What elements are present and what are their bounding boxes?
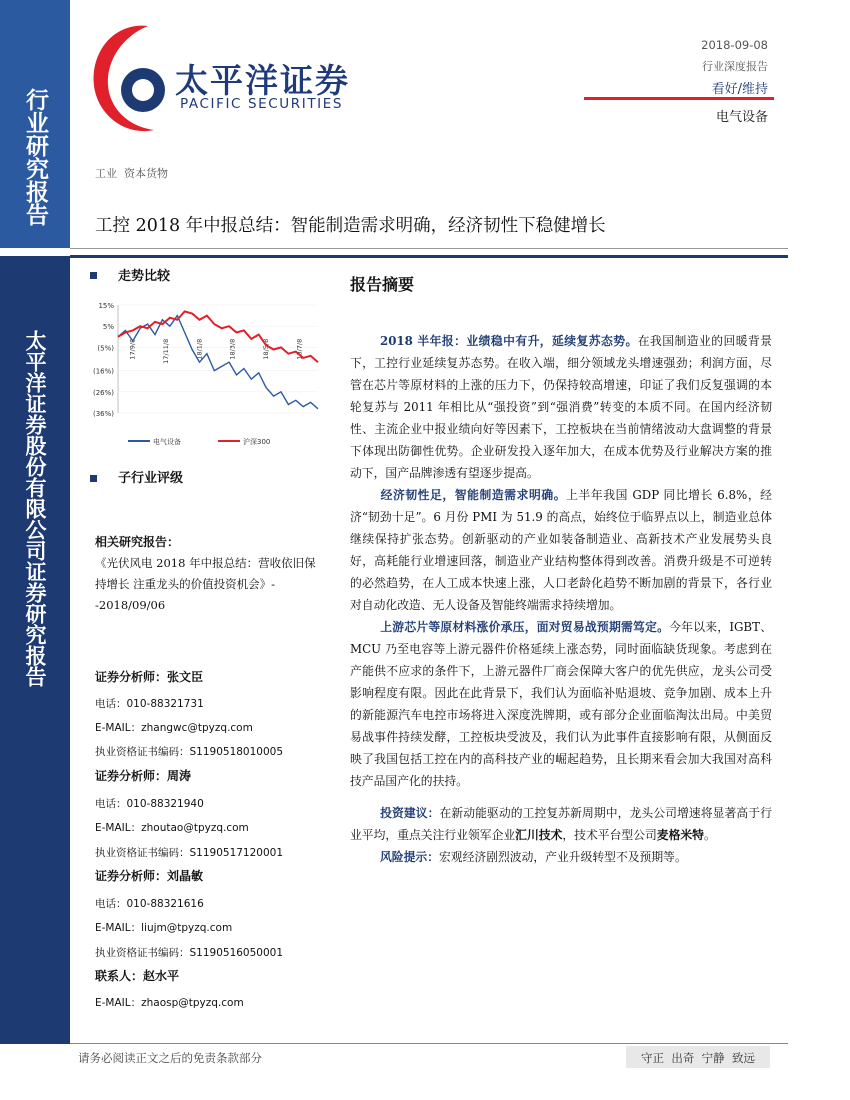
x-tick-label: 17/9/8: [128, 338, 137, 360]
analyst-title: 证券分析师：周涛: [95, 769, 192, 783]
footer-motto: 守正 出奇 宁静 致远: [641, 1051, 755, 1065]
report-type: 行业深度报告: [702, 60, 768, 73]
analyst-title: 证券分析师：刘晶敏: [95, 869, 204, 883]
investment-advice-label: 投资建议：: [380, 806, 440, 820]
y-tick-label: (5%): [97, 344, 114, 353]
sub-industry-heading: 子行业评级: [118, 471, 184, 486]
y-tick-label: (16%): [92, 367, 114, 376]
bullet: [90, 475, 97, 482]
x-tick-label: 18/3/8: [228, 338, 237, 360]
title-rule: [70, 255, 788, 258]
trend-chart: [88, 295, 323, 455]
sidebar-company-label: 太平洋证券股份有限公司证券研究报告: [23, 330, 48, 687]
trend-heading: 走势比较: [118, 269, 171, 284]
title-divider: [70, 248, 788, 249]
company-megmeet: 麦格米特: [656, 828, 704, 842]
page-title: 工控 2018 年中报总结：智能制造需求明确，经济韧性下稳健增长: [95, 216, 606, 236]
bullet: [90, 272, 97, 279]
analyst-phone: 电话：010-88321616: [95, 898, 204, 910]
summary-text: 。: [703, 828, 716, 842]
contact-title: 联系人：赵水平: [95, 969, 180, 983]
summary-text: ，技术平台型公司: [562, 828, 657, 842]
summary-lead: 2018 半年报：业绩稳中有升，延续复苏态势。: [380, 334, 638, 348]
series-line-沪深300: [118, 311, 318, 362]
series-line-电气设备: [118, 316, 318, 409]
analyst-email[interactable]: E-MAIL：liujm@tpyzq.com: [95, 922, 233, 934]
contact-email[interactable]: E-MAIL：zhaosp@tpyzq.com: [95, 997, 244, 1009]
header-redline: [584, 97, 774, 100]
logo-cn: 太平洋证券: [175, 61, 350, 100]
analyst-email[interactable]: E-MAIL：zhangwc@tpyzq.com: [95, 722, 253, 734]
legend-label: 电气设备: [153, 438, 181, 446]
summary-text: 在新动能驱动的工控复苏新周期中，龙头公司增速将显著高于行业平均，重点关注行业领军企业: [350, 806, 772, 842]
logo-icon: [88, 18, 173, 138]
y-tick-label: 15%: [98, 302, 114, 310]
analyst-email[interactable]: E-MAIL：zhoutao@tpyzq.com: [95, 822, 249, 834]
summary-heading: 报告摘要: [350, 275, 415, 294]
rating: 看好/维持: [711, 82, 768, 97]
report-date: 2018-09-08: [701, 38, 768, 52]
summary-lead: 经济韧性足，智能制造需求明确。: [380, 488, 567, 502]
summary-text: 今年以来，IGBT、MCU 乃至电容等上游元器件价格延续上涨态势，同时面临缺货现象。考虑到在产能供不应求的条件下，上游元器件厂商会保障大客户的优先供应，龙头公司受影响程度有限。因此在此背景下，我们认为面临补贴退坡、竞争加剧、成本上升的新能源汽车电控市场将进入深度洗牌期，或有部分企业面临淘汰出局。中美贸易战事件持续发酵，工控板块受波及，我们认为此事件直接影响有限，从侧面反映了我国包括工控在内的高科技产业的崛起趋势，且长期来看会加大我国对高科技产品国产化的扶持。: [350, 620, 772, 788]
x-tick-label: 17/11/8: [162, 338, 170, 364]
y-tick-label: (26%): [92, 388, 114, 397]
footer-disclaimer: 请务必阅读正文之后的免责条款部分: [78, 1051, 262, 1065]
x-tick-label: 18/7/8: [295, 338, 304, 360]
industry: 电气设备: [715, 110, 768, 125]
summary-lead: 上游芯片等原材料涨价承压，面对贸易战预期需笃定。: [380, 620, 670, 634]
category: 工业 资本货物: [95, 167, 168, 180]
analyst-title: 证券分析师：张文臣: [95, 670, 204, 684]
x-tick-label: 18/1/8: [195, 338, 204, 360]
legend-label: 沪深300: [243, 438, 271, 446]
summary-text: 在我国制造业的回暖背景下，工控行业延续复苏态势。在收入端，细分领域龙头增速强劲；利润方面，尽管在芯片等原材料的上涨的压力下，仍保持较高增速，印证了我们反复强调的本轮复苏与 2011 年相比从“强投资”到“强消费”转变的本质不同。在国内经济韧性、主流企业中报业绩向好等因素下，工控板块在当前情绪波动大盘调整的背景下体现出防御性优势。企业研发投入逐年加大，在成本优势及行业解决方案的推动下，国产品牌渗透有望逐步提高。: [350, 334, 772, 480]
analyst-cert: 执业资格证书编码：S1190517120001: [95, 847, 284, 859]
summary-text: 宏观经济剧烈波动，产业升级转型不及预期等。: [439, 850, 687, 864]
analyst-cert: 执业资格证书编码：S1190516050001: [95, 947, 284, 959]
analyst-phone: 电话：010-88321731: [95, 698, 204, 710]
y-tick-label: (36%): [92, 410, 114, 418]
risk-label: 风险提示：: [380, 850, 439, 864]
analyst-phone: 电话：010-88321940: [95, 798, 204, 810]
summary-body: [350, 330, 772, 868]
analyst-cert: 执业资格证书编码：S1190518010005: [95, 746, 284, 758]
x-tick-label: 18/5/8: [262, 338, 270, 360]
related-text: 《光伏风电 2018 年中报总结：营收依旧保持增长 注重龙头的价值投资机会》--2018/09/06: [95, 556, 316, 612]
sidebar-report-label: 行业研究报告: [22, 88, 49, 226]
logo-en: PACIFIC SECURITIES: [180, 96, 344, 112]
related-heading: 相关研究报告：: [95, 535, 180, 549]
company-huichuan: 汇川技术: [515, 828, 563, 842]
footer-divider: [70, 1043, 788, 1044]
summary-text: 上半年我国 GDP 同比增长 6.8%，经济“韧劲十足”。6 月份 PMI 为 51.9 的高点，始终位于临界点以上，制造业总体继续保持扩张态势。创新驱动的产业如装备制造业、高新技术产业发展势头良好，高耗能行业增速回落，制造业产业结构整体得到改善。消费升级是不可逆转的必然趋势，在人工成本快速上涨，人口老龄化趋势不断加剧的背景下，各行业对自动化改造、无人设备及智能终端需求持续增加。: [350, 488, 772, 612]
y-tick-label: 5%: [102, 323, 114, 332]
